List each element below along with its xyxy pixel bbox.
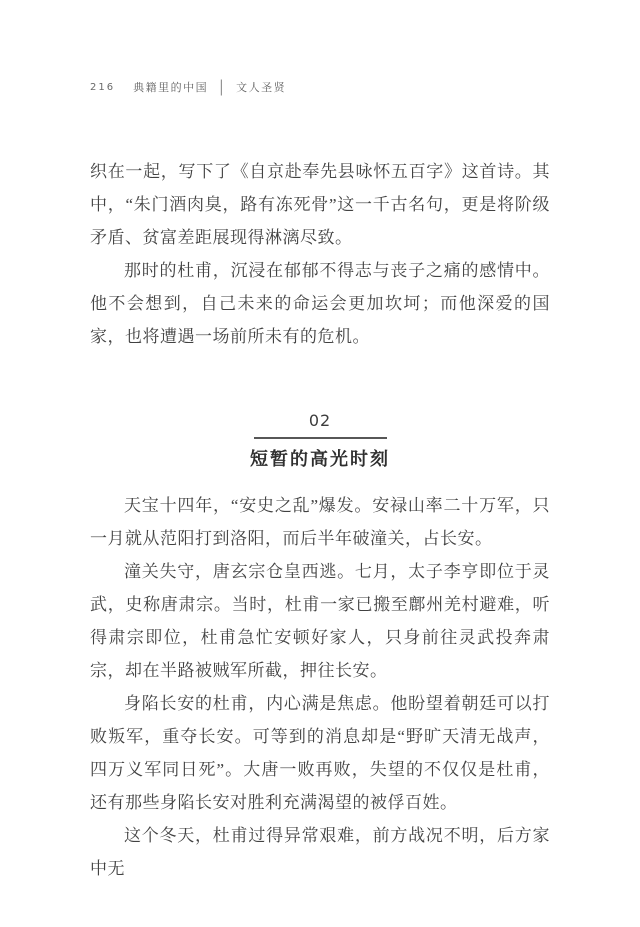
section-header [90, 409, 550, 472]
section-divider-rule [254, 437, 387, 439]
page-number: 216 [90, 81, 116, 93]
book-title: 典籍里的中国 [133, 82, 209, 94]
body-text-column [90, 155, 550, 885]
header-divider: │ [217, 78, 228, 95]
body-paragraph: 那时的杜甫，沉浸在郁郁不得志与丧子之痛的感情中。他不会想到，自己未来的命运会更加坎坷；而他深爱的国家，也将遭遇一场前所未有的危机。 [90, 261, 550, 346]
section-title: 短暂的高光时刻 [250, 449, 390, 469]
body-paragraph: 身陷长安的杜甫，内心满是焦虑。他盼望着朝廷可以打败叛军，重夺长安。可等到的消息却是“野旷天清无战声，四万义军同日死”。大唐一败再败，失望的不仅仅是杜甫，还有那些身陷长安对胜利充满渴望的被俘百姓。 [90, 694, 550, 812]
chapter-title: 文人圣贤 [236, 82, 287, 94]
body-paragraph: 这个冬天，杜甫过得异常艰难，前方战况不明，后方家中无 [90, 826, 550, 878]
body-paragraph: 织在一起，写下了《自京赴奉先县咏怀五百字》这首诗。其中，“朱门酒肉臭，路有冻死骨”这一千古名句，更是将阶级矛盾、贫富差距展现得淋漓尽致。 [90, 162, 550, 247]
section-number: 02 [308, 411, 332, 430]
body-paragraph: 天宝十四年，“安史之乱”爆发。安禄山率二十万军，只一月就从范阳打到洛阳，而后半年破潼关，占长安。 [90, 496, 550, 548]
running-header [90, 79, 286, 95]
body-paragraph: 潼关失守，唐玄宗仓皇西逃。七月，太子李亨即位于灵武，史称唐肃宗。当时，杜甫一家已搬至鄜州羌村避难，听得肃宗即位，杜甫急忙安顿好家人，只身前往灵武投奔肃宗，却在半路被贼军所截，押往长安。 [90, 562, 550, 680]
